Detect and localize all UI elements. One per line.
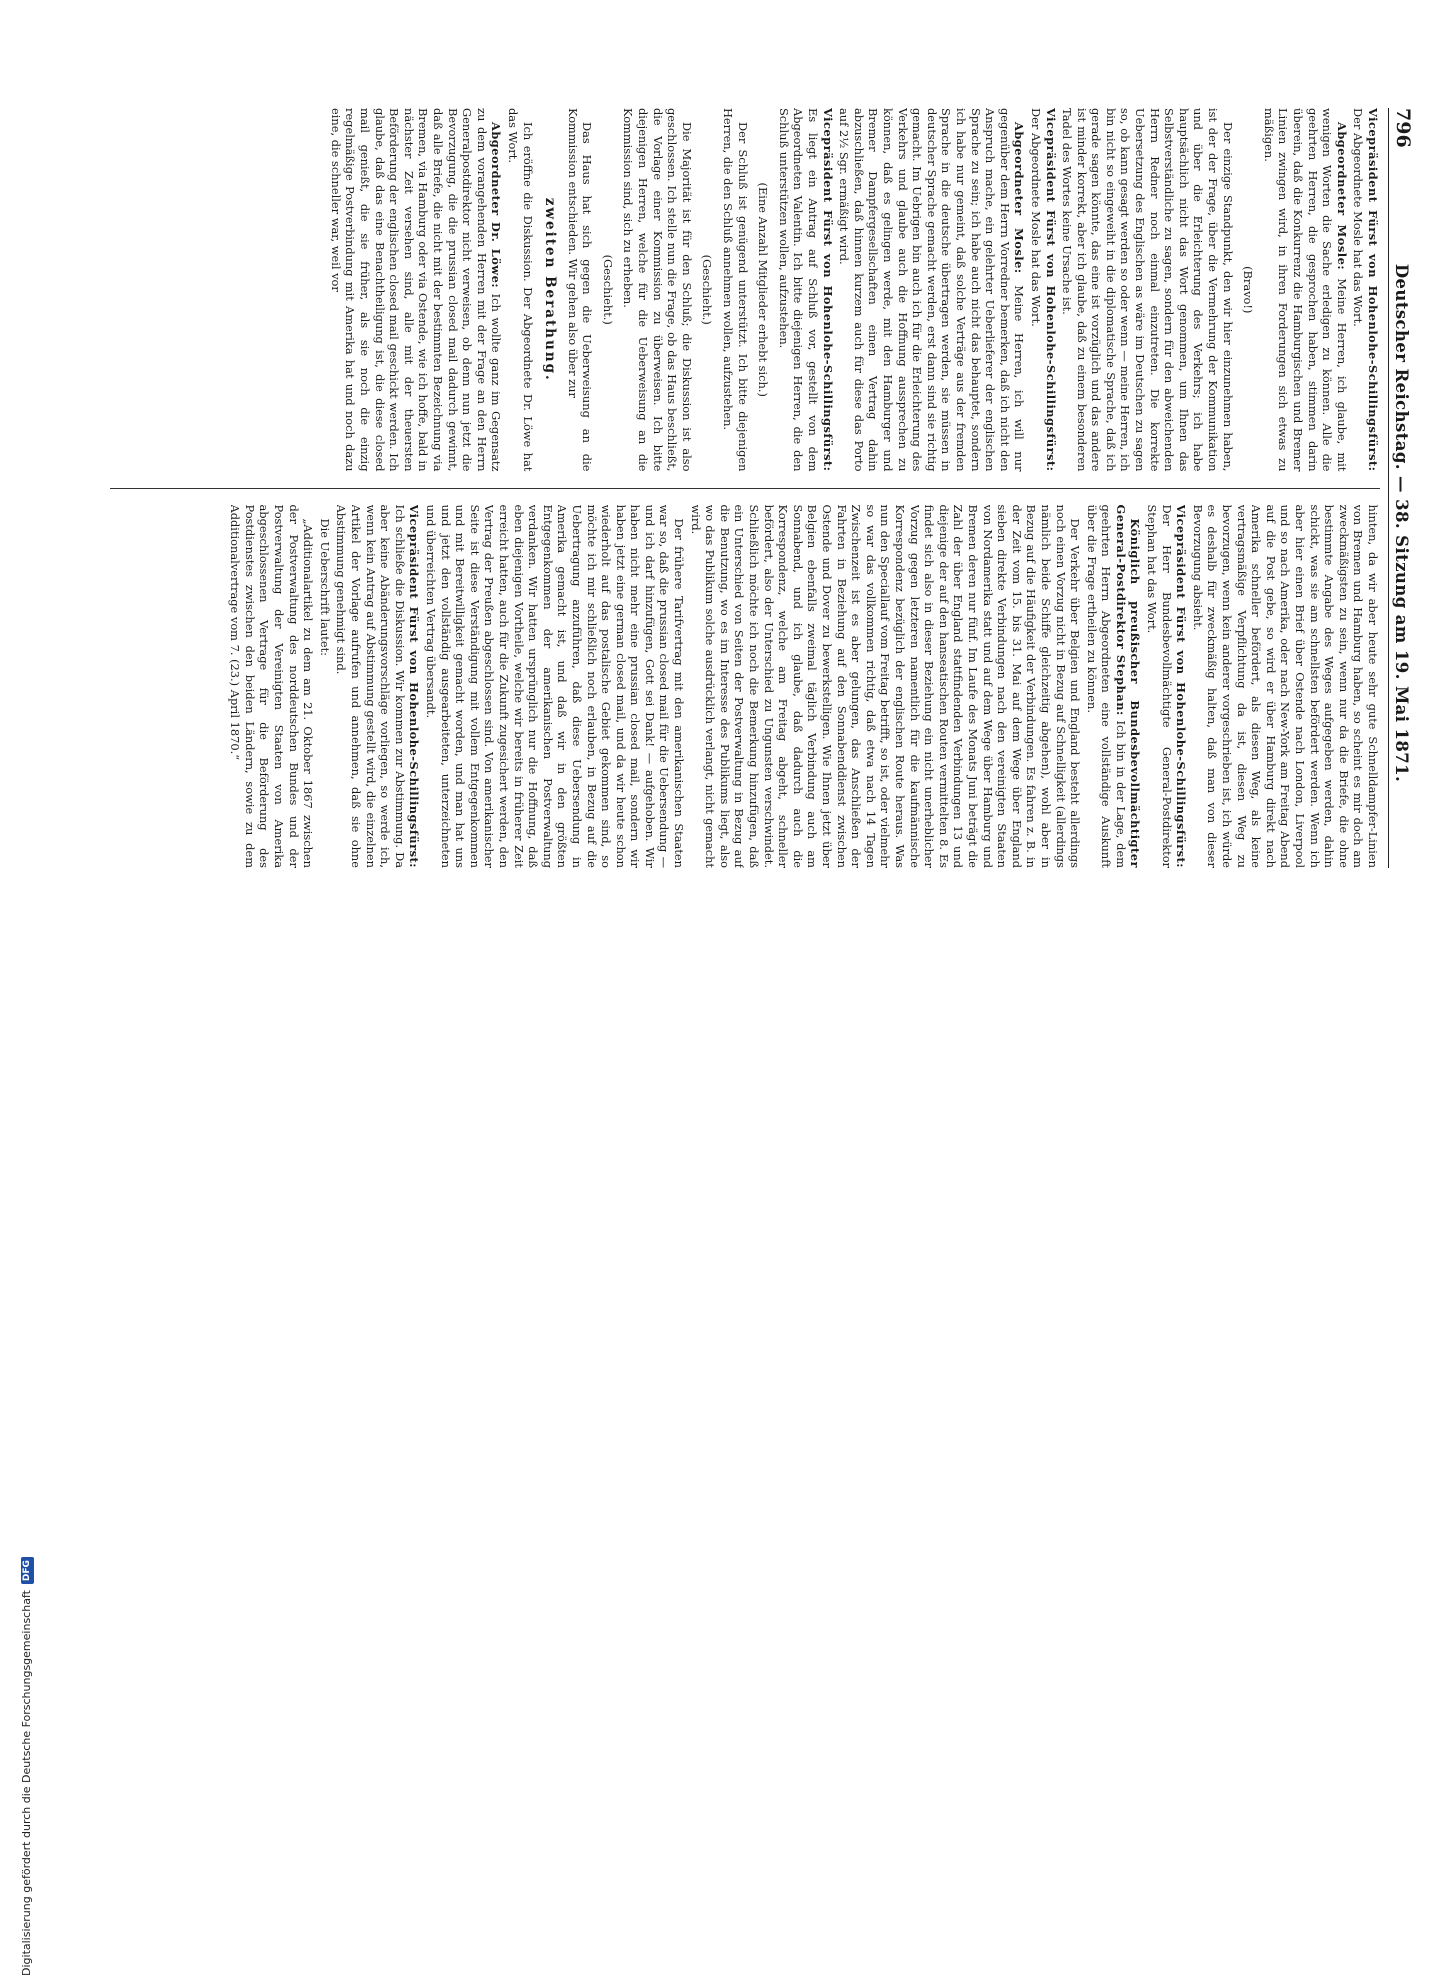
dfg-logo: DFG [21,1557,34,1584]
paragraph-text: Ich bin in der Lage, dem geehrten Herrn Abgeordneten eine vollständige Auskunft über die Frage ertheilen zu können. [1084,504,1128,868]
page-title: Deutscher Reichstag. — 38. Sitzung am 19. Mai 1871. [1392,263,1411,783]
speaker-name: Vicepräsident Fürst von Hohenlohe-Schillingsfürst: [1174,504,1189,868]
stage-direction [756,108,771,472]
paragraph-text: zweiten Berathung. [542,197,559,382]
speaker-name: Vicepräsident Fürst von Hohenlohe-Schillingsfürst: [1043,108,1058,472]
paragraph-text: (Geschieht.) [600,254,615,325]
paragraph-text: Ich eröffne die Diskussion. Der Abgeordnete Dr. Löwe hat das Wort. [505,108,535,472]
paragraph [328,108,503,472]
paragraph [505,108,534,472]
paragraph-text: Der einzige Standpunkt, den wir hier einzunehmen haben, ist der der Frage, über die Vermehrung der Kommunikation und über die Erleichterung des Verkehrs; ich habe hauptsächlich nicht das Wort genommen, um Ihnen das Selbstverständliche zu sagen, sondern für den abweichenden Herrn Redner noch einmal einzutreten. Die korrekte Uebersetzung des Englischen as wäre im Deutschen zu sagen so, ob kann gesagt werden so oder wenn — meine Herren, ich bin nicht so eingeweiht in die diplomatische Sprache, daß ich gerade sagen könnte, das eine ist vorzüglich und das andere ist minder korrekt, aber ich glaube, daß zu einem besonderen Tadel des Wortes keine Ursache ist. [1060,108,1235,472]
section-heading [543,108,558,472]
paragraph [423,505,686,869]
paragraph-text: „Additionalartikel zu dem am 21. Oktober 1867 zwischen der Postverwaltung des norddeutschen Bundes und der Postverwaltung der Vereinigten Staaten von Amerika abgeschlossenen Vertrage für die Beförderung des Postdienstes zwischen den beiden Ländern, sowie zu dem Additionalvertrage vom 7. (23.) April 1870.“ [228,504,316,868]
speaker-name: Königlich preußischer Bundesbevollmächtigter General-Postdirektor Stephan: [1113,504,1143,868]
paragraph-text: (Eine Anzahl Mitglieder erhebt sich.) [756,182,771,397]
paragraph-text: Der Abgeordnete Mosle hat das Wort. [1351,108,1366,327]
paragraph-text: Der Schluß ist genügend unterstützt. Ich bitte diejenigen Herren, die den Schluß annehmen wollen, aufzustehen. [721,108,750,472]
paragraph [317,505,332,869]
paragraph-text: (Geschieht.) [700,254,715,325]
paragraph-text: Das Haus hat sich gegen die Ueberweisung an die Kommission entschieden. Wir gehen also über zur [565,108,595,472]
paragraph [720,108,749,472]
paragraph-text: Meine Herren, ich will nur gegenüber dem Herrn Vorredner bemerken, daß ich nicht den Anspruch mache, ein gelehrter Ueberlieferer der englischen Sprache zu sein; ich habe auch nicht das behauptet, sondern ich habe nur gemeint, daß solche Verträge aus der fremden Sprache in die deutsche übertragen werden, sie müssen in deutscher Sprache gemacht werden, erst dann sind sie richtig gemacht. Im Uebrigen bin auch ich für die Erleichterung des Verkehrs und glaube auch die Hoffnung aussprechen zu können, daß es gelingen werde, mit den Hamburger und Bremer Dampfergesellschaften einen Vertrag dahin abzuschließen, daß hinnen kurzem auch für diese das Porto auf 2½ Sgr. ermäßigt wird. [837,108,1027,472]
speaker-name: Vicepräsident Fürst von Hohenlohe-Schillingsfürst: [407,504,422,868]
paragraph-text: hinten, da wir aber heute sehr gute Schnelldampfer-Linien von Bremen und Hamburg haben, so scheint es mir doch am zweckmäßigsten zu sein, wenn nur da die Briefe, die ohne bestimmte Angabe des Weges aufgegeben werden, dahin schickt, was sie am schnellsten befördert werden. Wenn ich aber hier einen Brief über Ostende nach London, Liverpool und so nach Amerika, oder nach New-York am Freitag Abend auf die Post gebe, so wird er über Hamburg direkt nach Amerika schneller befördert, als diesen Weg, als keine vertragsmäßige Verpflichtung da ist, diesen Weg zu bevorzugen, wenn kein anderer vorgeschrieben ist, ich würde es deshalb für zweckmäßig halten, daß man von dieser Bevorzugung absieht. [1190,504,1380,868]
page-number: 796 [1392,108,1414,148]
paragraph [1060,108,1235,472]
speaker-name: Abgeordneter Mosle: [1012,122,1027,274]
page-header [1388,108,1420,868]
paragraph-text: Ich wollte ganz im Gegensatz zu dem vorangehenden Herren mit der Frage an den Herrn Generalpostdirektor nicht verweisen, ob denn nun jetzt die Bevorzugung, die die prussian closed mail dadurch gewinnt, daß alle Briefe, die nicht mit der bestimmten Bezeichnung via Bremen, via Hamburg oder via Ostende, wie ich hoffe, bald in nächster Zeit versehen sind, alle mit der theuersten Beförderung der englischen closed mail geschickt werden. Ich glaube, daß das eine Benachtheiligung ist, die diese closed mail genießt, die sie früher, als sie noch die einzig regelmäßige Postverbindung mit Amerika hat und noch dazu eine, die schneller war, weil vor [328,108,504,472]
stage-direction [700,108,715,472]
paragraph [1028,108,1057,472]
column-divider [110,488,1380,489]
paragraph-text: (Bravo!) [1241,266,1256,314]
paragraph [1261,108,1349,472]
speaker-name: Abgeordneter Mosle: [1334,122,1349,271]
paragraph-text: Ich schließe die Diskussion. Wir kommen zur Abstimmung. Da aber keine Abänderungsvorschläge vorliegen, so werde ich, wenn kein Antrag auf Abstimmung gestellt wird, die einzelnen Artikel der Vorlage aufrufen und annehmen, daß sie ohne Abstimmung genehmigt sind. [334,504,407,868]
rotated-page [0,0,1432,920]
speaker-name: Vicepräsident Fürst von Hohenlohe-Schillingsfürst: [1366,108,1380,472]
paragraph [1351,108,1380,472]
credit-text: Digitalisierung gefördert durch die Deutsche Forschungsgemeinschaft [20,1590,33,1976]
speaker-name: Vicepräsident Fürst von Hohenlohe-Schillingsfürst: [820,108,835,472]
paragraph [621,108,694,472]
paragraph [334,505,422,869]
paragraph [776,108,834,472]
paragraph [1084,505,1142,869]
speaker-name: Abgeordneter Dr. Löwe: [489,122,504,289]
paragraph-text: Der Verkehr über Belgien und England besteht allerdings noch einen Vorzug nicht in Bezug auf Schnelligkeit (allerdings nämlich beide Schiffe gleichzeitig abgehen), wohl aber in Bezug auf die Häufigkeit der Verbindungen. Es fahren z. B. in der Zeit vom 15. bis 31. Mai auf dem Wege über England sieben direkte Verbindungen nach den vereinigten Staaten von Nordamerika statt und auf dem Wege über Hamburg und Bremen deren nur fünf. Im Laufe des Monats Juni beträgt die Zahl der über England stattfindenden Verbindungen 13 und diejenige der auf den hanseatischen Routen vermittelten 8. Es findet sich also in dieser Beziehung ein nicht unerheblicher Vorzug gegen letzteren namentlich für die kaufmännische Korrespondenz bezüglich der englischen Route heraus. Was nun den Speciallauf vom Freitag betrifft, so ist, oder vielmehr so war das vollkommen richtig, daß etwa nach 14 Tagen Zwischenzeit ist es aber gelungen, das Anschließen der Fahrten in Beziehung auf den Sonnabenddienst zwischen Ostende und Dover zu bewerkstelligen. Wie Ihnen jetzt über Belgien ebenfalls zweimal täglich Verbindung auch am Sonnabend, und ich glaube, daß dadurch auch die Korrespondenz, welche am Freitag abgeht, schneller befördert, also der Unterschied zu Ungunsten verschwindet. Schließlich möchte ich noch die Bemerkung hinzufügen, daß ein Unterschied von Seiten der Postverwaltung in Bezug auf die Benutzung, wo es im Interesse des Publikums liegt, also wo das Publikum solche ausdrücklich verlangt, nicht gemacht wird. [688,504,1083,868]
stage-direction [600,108,615,472]
paragraph-text: Der frühere Tarifvertrag mit den amerikanischen Staaten war so, daß die prussian closed mail für die Uebersendung — und ich darf hinzufügen, Gott sei Dank! — aufgehoben. Wir haben nicht mehr eine prussian closed mail, sondern wir haben jetzt eine german closed mail, und da wir heute schon wiederholt auf das postalische Gebiet gekommen sind, so möchte ich mir schließlich noch erlauben, in Bezug auf die Uebertragung anzuführen, daß diese Uebersendung in Amerika gemacht ist, und daß wir in den größten Entgegenkommen der amerikanischen Postverwaltung verdanken. Wir hatten ursprünglich nur die Hoffnung, daß eben diejenigen Vortheile, welche wir bereits in früherer Zeit erreicht hatten, auch für die Zukunft zugesichert werden, den Vertrag der Preußen abgeschlossen sind. Von amerikanischer Seite ist diese Verständigung mit vollem Entgegenkommen und mit Bereitwilligkeit gemacht worden, und man hat uns und jetzt den vollständig ausgearbeiteten, unterzeichneten und überreichten Vertrag übersandt. [424,504,687,868]
digitization-credit [18,976,36,1982]
left-column [110,108,1380,472]
paragraph-text: Meine Herren, ich glaube, mit wenigen Worten die Sache erledigen zu können. Alle die geehrten Herren, die gesprochen haben, stimmen darin überein, daß die Konkurrenz die Hamburgischen und Bremer Linien zwingen wird, in ihren Forderungen sich etwas zu mäßigen. [1261,108,1349,472]
paragraph [565,108,594,472]
stage-direction [1241,108,1256,472]
paragraph-text: Die Majorität ist für den Schluß; die Diskussion ist also geschlossen. Ich stelle nun die Frage, ob das Haus beschließt, die Vorlage einer Kommission zu überweisen. Ich bitte diejenigen Herren, welche für die Ueberweisung an die Kommission sind, sich zu erheben. [621,108,694,472]
paragraph [1190,505,1380,869]
paragraph [228,505,316,869]
paragraph-text: Es liegt ein Antrag auf Schluß vor, gestellt von dem Abgeordneten Valentin. Ich bitte diejenigen Herren, die den Schluß unterstützen wollen, aufzustehen. [776,108,821,472]
paragraph [837,108,1027,472]
paragraph-text: Der Abgeordnete Mosle hat das Wort. [1028,108,1043,327]
text-columns [110,108,1380,868]
paragraph-text: Der Herr Bundesbevollmächtigte General-Postdirektor Stephan hat das Wort. [1145,504,1174,868]
paragraph [688,505,1082,869]
paragraph [1145,505,1189,869]
paragraph-text: Die Ueberschrift lautet: [317,518,332,657]
right-column [110,505,1380,869]
